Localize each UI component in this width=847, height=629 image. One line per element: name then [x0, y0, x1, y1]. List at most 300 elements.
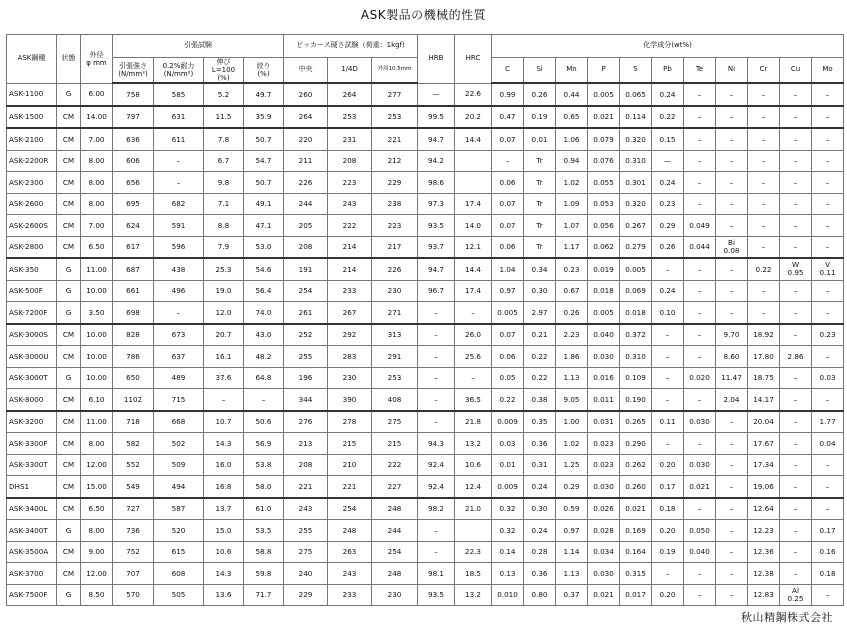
- chem-s-cell: 0.260: [620, 476, 652, 498]
- chem-mo-cell: 0.23: [812, 324, 844, 346]
- chem-cr-cell: 17.34: [748, 454, 780, 476]
- chem-p-cell: 0.076: [588, 150, 620, 172]
- chem-mo-cell: 1.77: [812, 411, 844, 433]
- hv-outer-cell: 223: [372, 215, 418, 237]
- chem-te-cell: –: [684, 128, 716, 150]
- table-row: [7, 128, 844, 150]
- hrc-cell: 13.2: [455, 584, 492, 606]
- elongation-cell: 9.8: [204, 172, 244, 194]
- hv-outer-cell: 248: [372, 563, 418, 585]
- hrb-cell: 93.5: [418, 584, 455, 606]
- hv-center-cell: 221: [284, 476, 328, 498]
- hv-outer-cell: 230: [372, 584, 418, 606]
- grade-cell: ASK-3700: [7, 563, 57, 585]
- hv-outer-cell: 221: [372, 128, 418, 150]
- grade-cell: ASK-2600: [7, 193, 57, 215]
- chem-s-cell: 0.017: [620, 584, 652, 606]
- chem-c-cell: 0.03: [492, 433, 524, 455]
- state-cell: CM: [57, 433, 81, 455]
- chem-cu-cell: 2.86: [780, 346, 812, 368]
- reduction-cell: –: [244, 389, 284, 411]
- chem-s-cell: 0.372: [620, 324, 652, 346]
- chem-cr-cell: –: [748, 193, 780, 215]
- hv-center-cell: 255: [284, 346, 328, 368]
- chem-c-cell: 0.22: [492, 389, 524, 411]
- reduction-cell: 48.2: [244, 346, 284, 368]
- table-row: [7, 324, 844, 346]
- chem-cr-cell: 17.67: [748, 433, 780, 455]
- chem-mn-cell: 0.37: [556, 584, 588, 606]
- elongation-cell: 10.6: [204, 541, 244, 563]
- proof-stress-cell: 505: [154, 584, 204, 606]
- hv-center-cell: 344: [284, 389, 328, 411]
- chem-cr-cell: –: [748, 172, 780, 194]
- table-row: [7, 520, 844, 542]
- hrc-cell: 25.6: [455, 346, 492, 368]
- chem-cr-cell: 12.23: [748, 520, 780, 542]
- proof-stress-cell: 494: [154, 476, 204, 498]
- header-diameter-line1: 外径: [89, 50, 104, 59]
- chem-cu-cell: –: [780, 128, 812, 150]
- proof-stress-cell: 591: [154, 215, 204, 237]
- header-elong-line1: 伸び: [216, 58, 231, 66]
- chem-cu-cell: –: [780, 541, 812, 563]
- chem-cu-cell: –: [780, 193, 812, 215]
- chem-si-cell: 0.35: [524, 411, 556, 433]
- chem-cr-cell: 18.75: [748, 367, 780, 389]
- proof-stress-cell: –: [154, 150, 204, 172]
- hrb-cell: 94.2: [418, 150, 455, 172]
- header-element-cr: Cr: [748, 58, 780, 84]
- grade-cell: ASK-3200: [7, 411, 57, 433]
- chem-pb-cell: 0.24: [652, 83, 684, 106]
- chem-ni-cell: –: [716, 520, 748, 542]
- chem-cu-cell: –: [780, 454, 812, 476]
- chem-p-cell: 0.079: [588, 128, 620, 150]
- chem-p-cell: 0.040: [588, 324, 620, 346]
- chem-s-cell: 0.265: [620, 411, 652, 433]
- hrb-cell: 92.4: [418, 476, 455, 498]
- chem-pb-cell: 0.26: [652, 236, 684, 258]
- state-cell: CM: [57, 476, 81, 498]
- chem-cu-cell: –: [780, 324, 812, 346]
- hrb-cell: 94.7: [418, 128, 455, 150]
- chem-si-cell: 2.97: [524, 302, 556, 324]
- diameter-cell: 8.00: [81, 520, 113, 542]
- proof-stress-cell: 502: [154, 433, 204, 455]
- chem-c-cell: 0.01: [492, 454, 524, 476]
- header-tensile-strength: [113, 58, 154, 84]
- chem-s-cell: 0.005: [620, 258, 652, 280]
- header-ra-line2: (%): [257, 70, 270, 79]
- elongation-cell: 13.6: [204, 584, 244, 606]
- hv-quarter-cell: 231: [328, 128, 372, 150]
- header-diameter: [81, 35, 113, 84]
- reduction-cell: 56.9: [244, 433, 284, 455]
- chem-s-cell: 0.290: [620, 433, 652, 455]
- hv-center-cell: 208: [284, 236, 328, 258]
- chem-mo-cell: 0.18: [812, 563, 844, 585]
- hrc-cell: 21.0: [455, 498, 492, 520]
- tensile-strength-cell: 570: [113, 584, 154, 606]
- table-row: [7, 389, 844, 411]
- header-hrc: HRC: [455, 35, 492, 84]
- chem-mo-cell: –: [812, 172, 844, 194]
- hrb-cell: –: [418, 324, 455, 346]
- hv-center-cell: 243: [284, 498, 328, 520]
- tensile-strength-cell: 1102: [113, 389, 154, 411]
- chem-p-cell: 0.019: [588, 258, 620, 280]
- tensile-strength-cell: 617: [113, 236, 154, 258]
- chem-p-cell: 0.016: [588, 367, 620, 389]
- tensile-strength-cell: 718: [113, 411, 154, 433]
- header-elongation: [204, 58, 244, 84]
- state-cell: CM: [57, 150, 81, 172]
- header-element-p: P: [588, 58, 620, 84]
- proof-stress-cell: 611: [154, 128, 204, 150]
- reduction-cell: 64.8: [244, 367, 284, 389]
- hrc-cell: 22.6: [455, 83, 492, 106]
- chem-extra-element: Al: [792, 585, 799, 595]
- proof-stress-cell: 587: [154, 498, 204, 520]
- hv-center-cell: 255: [284, 520, 328, 542]
- chem-cu-cell: –: [780, 520, 812, 542]
- table-row: [7, 563, 844, 585]
- chem-s-cell: 0.021: [620, 498, 652, 520]
- chem-s-cell: 0.320: [620, 128, 652, 150]
- diameter-cell: 8.00: [81, 433, 113, 455]
- header-proof-line2: (N/mm²): [163, 70, 194, 79]
- hv-center-cell: 213: [284, 433, 328, 455]
- state-cell: G: [57, 83, 81, 106]
- chem-cu-cell: –: [780, 236, 812, 258]
- reduction-cell: 59.8: [244, 563, 284, 585]
- grade-cell: ASK-3000U: [7, 346, 57, 368]
- chem-mo-cell: 0.03: [812, 367, 844, 389]
- hv-quarter-cell: 221: [328, 476, 372, 498]
- chem-p-cell: 0.005: [588, 83, 620, 106]
- elongation-cell: 20.7: [204, 324, 244, 346]
- chem-cu-cell: –: [780, 433, 812, 455]
- table-row: [7, 584, 844, 606]
- reduction-cell: 49.7: [244, 83, 284, 106]
- chem-te-cell: –: [684, 172, 716, 194]
- hv-quarter-cell: 390: [328, 389, 372, 411]
- chem-te-cell: –: [684, 258, 716, 280]
- chem-si-cell: 0.28: [524, 541, 556, 563]
- table-row: [7, 476, 844, 498]
- header-hrb: HRB: [418, 35, 455, 84]
- chem-mo-cell: –: [812, 215, 844, 237]
- hrc-cell: 13.2: [455, 433, 492, 455]
- chem-cr-cell: –: [748, 215, 780, 237]
- chem-cu-cell: –: [780, 150, 812, 172]
- chem-s-cell: 0.169: [620, 520, 652, 542]
- chem-pb-cell: 0.20: [652, 584, 684, 606]
- chem-cr-cell: 18.92: [748, 324, 780, 346]
- hv-quarter-cell: 243: [328, 563, 372, 585]
- hv-center-cell: 211: [284, 150, 328, 172]
- diameter-cell: 3.50: [81, 302, 113, 324]
- chem-p-cell: 0.056: [588, 215, 620, 237]
- chem-si-cell: 0.31: [524, 454, 556, 476]
- hv-outer-cell: 313: [372, 324, 418, 346]
- chem-te-cell: 0.044: [684, 236, 716, 258]
- chem-mn-cell: 1.86: [556, 346, 588, 368]
- reduction-cell: 54.7: [244, 150, 284, 172]
- chem-te-cell: 0.040: [684, 541, 716, 563]
- hrb-cell: 94.3: [418, 433, 455, 455]
- chem-ni-cell: 2.04: [716, 389, 748, 411]
- state-cell: CM: [57, 454, 81, 476]
- chem-p-cell: 0.030: [588, 476, 620, 498]
- elongation-cell: 16.8: [204, 476, 244, 498]
- chem-mn-cell: 1.25: [556, 454, 588, 476]
- reduction-cell: 53.0: [244, 236, 284, 258]
- elongation-cell: 16.1: [204, 346, 244, 368]
- proof-stress-cell: 637: [154, 346, 204, 368]
- chem-c-cell: 0.13: [492, 563, 524, 585]
- state-cell: CM: [57, 106, 81, 129]
- hrb-cell: 93.5: [418, 215, 455, 237]
- chem-si-cell: Tr: [524, 215, 556, 237]
- chem-cr-cell: 17.80: [748, 346, 780, 368]
- hv-outer-cell: 227: [372, 476, 418, 498]
- hv-outer-cell: 254: [372, 541, 418, 563]
- proof-stress-cell: –: [154, 172, 204, 194]
- diameter-cell: 8.00: [81, 150, 113, 172]
- chem-cr-cell: 12.36: [748, 541, 780, 563]
- chem-c-cell: 0.14: [492, 541, 524, 563]
- elongation-cell: 15.0: [204, 520, 244, 542]
- grade-cell: ASK-2200R: [7, 150, 57, 172]
- chem-ni-cell: –: [716, 258, 748, 280]
- diameter-cell: 8.50: [81, 584, 113, 606]
- chem-si-cell: 0.36: [524, 563, 556, 585]
- chem-si-cell: Tr: [524, 193, 556, 215]
- proof-stress-cell: 608: [154, 563, 204, 585]
- state-cell: CM: [57, 563, 81, 585]
- hrc-cell: [455, 172, 492, 194]
- chem-c-cell: 0.07: [492, 324, 524, 346]
- header-element-cu: Cu: [780, 58, 812, 84]
- hv-outer-cell: 408: [372, 389, 418, 411]
- chem-si-cell: Tr: [524, 236, 556, 258]
- diameter-cell: 11.00: [81, 258, 113, 280]
- hv-quarter-cell: 243: [328, 193, 372, 215]
- hv-center-cell: 276: [284, 411, 328, 433]
- chem-mn-cell: 1.09: [556, 193, 588, 215]
- grade-cell: ASK-2100: [7, 128, 57, 150]
- hv-quarter-cell: 210: [328, 454, 372, 476]
- grade-cell: ASK-8000: [7, 389, 57, 411]
- chem-pb-cell: —: [652, 150, 684, 172]
- elongation-cell: –: [204, 389, 244, 411]
- proof-stress-cell: 496: [154, 280, 204, 302]
- reduction-cell: 47.1: [244, 215, 284, 237]
- chem-mn-cell: 1.14: [556, 541, 588, 563]
- chem-si-cell: 0.01: [524, 128, 556, 150]
- state-cell: CM: [57, 193, 81, 215]
- elongation-cell: 7.1: [204, 193, 244, 215]
- chem-p-cell: 0.021: [588, 106, 620, 129]
- hrc-cell: 14.0: [455, 215, 492, 237]
- chem-mn-cell: 0.29: [556, 476, 588, 498]
- reduction-cell: 50.6: [244, 411, 284, 433]
- chem-mo-cell: –: [812, 454, 844, 476]
- chem-ni-cell: –: [716, 476, 748, 498]
- chem-ni-cell: –: [716, 215, 748, 237]
- hv-quarter-cell: 263: [328, 541, 372, 563]
- grade-cell: ASK-3300F: [7, 433, 57, 455]
- hv-quarter-cell: 267: [328, 302, 372, 324]
- chem-mn-cell: 0.59: [556, 498, 588, 520]
- chem-ni-cell: –: [716, 541, 748, 563]
- chem-p-cell: 0.031: [588, 411, 620, 433]
- state-cell: CM: [57, 215, 81, 237]
- chem-pb-cell: 0.15: [652, 128, 684, 150]
- chem-cu-cell: –: [780, 106, 812, 129]
- chem-si-cell: 0.30: [524, 498, 556, 520]
- proof-stress-cell: 438: [154, 258, 204, 280]
- chem-si-cell: 0.22: [524, 346, 556, 368]
- chem-c-cell: 0.07: [492, 128, 524, 150]
- proof-stress-cell: –: [154, 302, 204, 324]
- chem-te-cell: –: [684, 498, 716, 520]
- proof-stress-cell: 615: [154, 541, 204, 563]
- proof-stress-cell: 596: [154, 236, 204, 258]
- hv-outer-cell: 248: [372, 498, 418, 520]
- chem-mo-cell: 0.04: [812, 433, 844, 455]
- hv-quarter-cell: 283: [328, 346, 372, 368]
- chem-p-cell: 0.030: [588, 563, 620, 585]
- hv-center-cell: 275: [284, 541, 328, 563]
- chem-ni-cell: –: [716, 498, 748, 520]
- chem-te-cell: –: [684, 83, 716, 106]
- reduction-cell: 53.5: [244, 520, 284, 542]
- chem-cu-cell: –: [780, 367, 812, 389]
- chem-extra-value: 0.95: [787, 268, 804, 278]
- proof-stress-cell: 631: [154, 106, 204, 129]
- diameter-cell: 6.00: [81, 83, 113, 106]
- tensile-strength-cell: 727: [113, 498, 154, 520]
- proof-stress-cell: 673: [154, 324, 204, 346]
- diameter-cell: 15.00: [81, 476, 113, 498]
- chem-cu-cell: –: [780, 476, 812, 498]
- chem-mo-cell: 0.16: [812, 541, 844, 563]
- chem-s-cell: 0.069: [620, 280, 652, 302]
- table-row: [7, 215, 844, 237]
- chem-te-cell: –: [684, 584, 716, 606]
- state-cell: CM: [57, 172, 81, 194]
- table-row: [7, 150, 844, 172]
- chem-te-cell: –: [684, 193, 716, 215]
- hrb-cell: –: [418, 346, 455, 368]
- hrc-cell: 21.8: [455, 411, 492, 433]
- diameter-cell: 10.00: [81, 367, 113, 389]
- elongation-cell: 6.7: [204, 150, 244, 172]
- chem-p-cell: 0.023: [588, 433, 620, 455]
- elongation-cell: 11.5: [204, 106, 244, 129]
- chem-cr-cell: 19.06: [748, 476, 780, 498]
- chem-si-cell: 0.21: [524, 324, 556, 346]
- hrc-cell: 26.0: [455, 324, 492, 346]
- chem-mo-cell: –: [812, 193, 844, 215]
- chem-s-cell: 0.065: [620, 83, 652, 106]
- header-element-pb: Pb: [652, 58, 684, 84]
- chem-cu-cell: –: [780, 83, 812, 106]
- hrc-cell: [455, 150, 492, 172]
- chem-pb-cell: 0.11: [652, 411, 684, 433]
- hrc-cell: 17.4: [455, 280, 492, 302]
- chem-si-cell: 0.24: [524, 476, 556, 498]
- elongation-cell: 19.0: [204, 280, 244, 302]
- proof-stress-cell: 509: [154, 454, 204, 476]
- hrb-cell: 92.4: [418, 454, 455, 476]
- grade-cell: ASK-7500F: [7, 584, 57, 606]
- header-elong-line3: (%): [217, 74, 230, 83]
- chem-si-cell: 0.36: [524, 433, 556, 455]
- hv-quarter-cell: 222: [328, 215, 372, 237]
- chem-ni-cell: –: [716, 83, 748, 106]
- hrc-cell: 12.4: [455, 476, 492, 498]
- proof-stress-cell: 585: [154, 83, 204, 106]
- state-cell: CM: [57, 411, 81, 433]
- tensile-strength-cell: 695: [113, 193, 154, 215]
- state-cell: CM: [57, 324, 81, 346]
- elongation-cell: 8.8: [204, 215, 244, 237]
- diameter-cell: 6.50: [81, 236, 113, 258]
- hv-center-cell: 226: [284, 172, 328, 194]
- reduction-cell: 71.7: [244, 584, 284, 606]
- hv-quarter-cell: 215: [328, 433, 372, 455]
- state-cell: CM: [57, 541, 81, 563]
- chem-s-cell: 0.320: [620, 193, 652, 215]
- chem-te-cell: 0.030: [684, 454, 716, 476]
- tensile-strength-cell: 552: [113, 454, 154, 476]
- header-center: 中央: [284, 58, 328, 84]
- table-row: [7, 236, 844, 258]
- hrc-cell: –: [455, 302, 492, 324]
- chem-cr-cell: 0.22: [748, 258, 780, 280]
- hv-quarter-cell: 264: [328, 83, 372, 106]
- grade-cell: ASK-350: [7, 258, 57, 280]
- chem-c-cell: 0.06: [492, 236, 524, 258]
- hrc-cell: 36.5: [455, 389, 492, 411]
- chem-cu-cell: –: [780, 498, 812, 520]
- header-ts-line1: 引張強さ: [119, 62, 147, 71]
- elongation-cell: 5.2: [204, 83, 244, 106]
- chem-s-cell: 0.301: [620, 172, 652, 194]
- diameter-cell: 10.00: [81, 280, 113, 302]
- hrb-cell: 98.1: [418, 563, 455, 585]
- chem-te-cell: 0.021: [684, 476, 716, 498]
- chem-ni-cell: –: [716, 433, 748, 455]
- chem-c-cell: 1.04: [492, 258, 524, 280]
- table-row: [7, 411, 844, 433]
- chem-ni-cell: –: [716, 411, 748, 433]
- chem-si-cell: Tr: [524, 172, 556, 194]
- hrc-cell: –: [455, 367, 492, 389]
- chem-te-cell: –: [684, 324, 716, 346]
- table-row: [7, 541, 844, 563]
- chem-s-cell: 0.018: [620, 302, 652, 324]
- tensile-strength-cell: 698: [113, 302, 154, 324]
- hv-center-cell: 252: [284, 324, 328, 346]
- state-cell: G: [57, 584, 81, 606]
- chem-pb-cell: –: [652, 563, 684, 585]
- header-proof-stress: [154, 58, 204, 84]
